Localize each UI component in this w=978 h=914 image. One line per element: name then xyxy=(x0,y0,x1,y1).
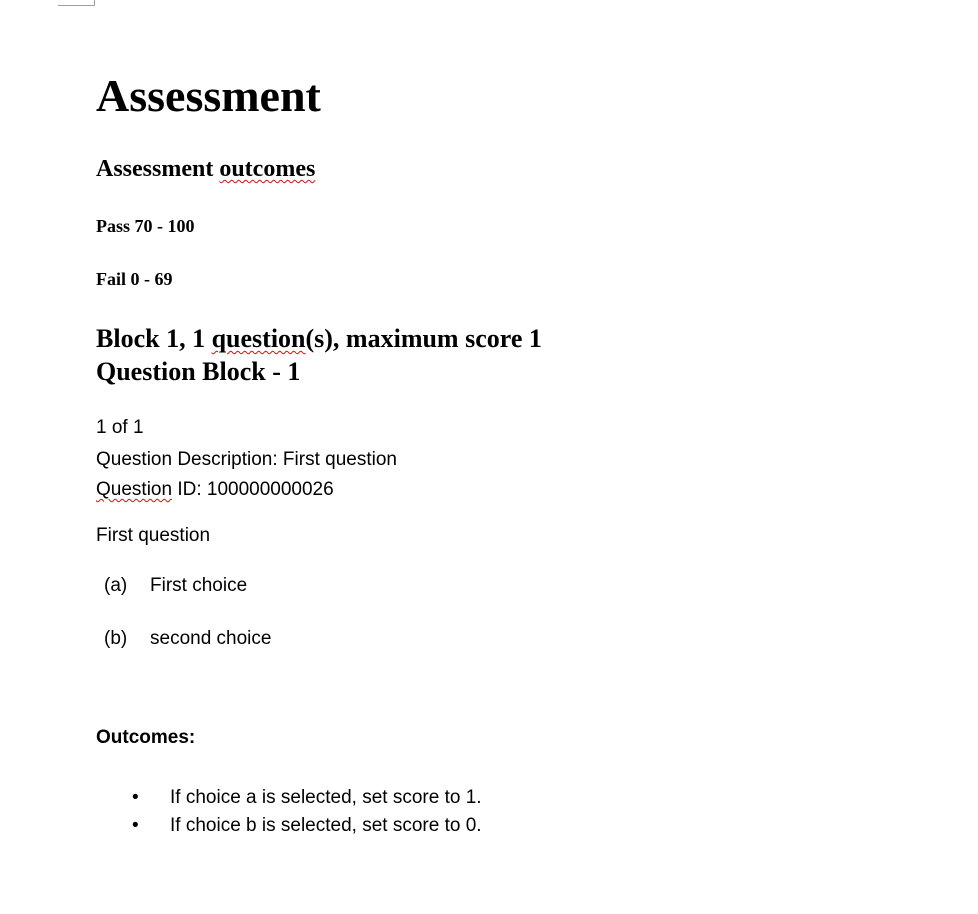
page-title: Assessment xyxy=(96,70,321,121)
question-id xyxy=(96,478,334,502)
outcome-item: If choice a is selected, set score to 1. xyxy=(170,787,482,808)
page-corner-mark xyxy=(58,0,95,6)
block-summary-suffix: (s), maximum score 1 xyxy=(305,324,542,353)
outcomes-heading-prefix: Assessment xyxy=(96,156,220,182)
choice-marker: (b) xyxy=(104,628,128,649)
question-position: 1 of 1 xyxy=(96,417,144,438)
pass-rule: Pass 70 - 100 xyxy=(96,216,195,236)
outcomes-label: Outcomes: xyxy=(96,727,196,748)
question-description: Question Description: First question xyxy=(96,449,397,470)
block-name: Question Block - 1 xyxy=(96,357,301,386)
spelling-flagged-word: question xyxy=(211,324,306,353)
fail-rule: Fail 0 - 69 xyxy=(96,269,173,289)
choice-label: second choice xyxy=(150,628,272,649)
spelling-flagged-word: outcomes xyxy=(219,156,316,182)
spelling-flagged-word: Question xyxy=(96,479,173,500)
bullet-icon: • xyxy=(132,815,139,836)
block-summary xyxy=(96,322,542,355)
question-text: First question xyxy=(96,525,211,546)
outcomes-heading xyxy=(96,154,315,184)
outcome-item: If choice b is selected, set score to 0. xyxy=(170,815,482,836)
choice-label: First choice xyxy=(150,575,248,596)
bullet-icon: • xyxy=(132,787,139,808)
choice-marker: (a) xyxy=(104,575,128,596)
question-id-value: ID: 100000000026 xyxy=(172,479,334,500)
block-summary-prefix: Block 1, 1 xyxy=(96,324,212,353)
